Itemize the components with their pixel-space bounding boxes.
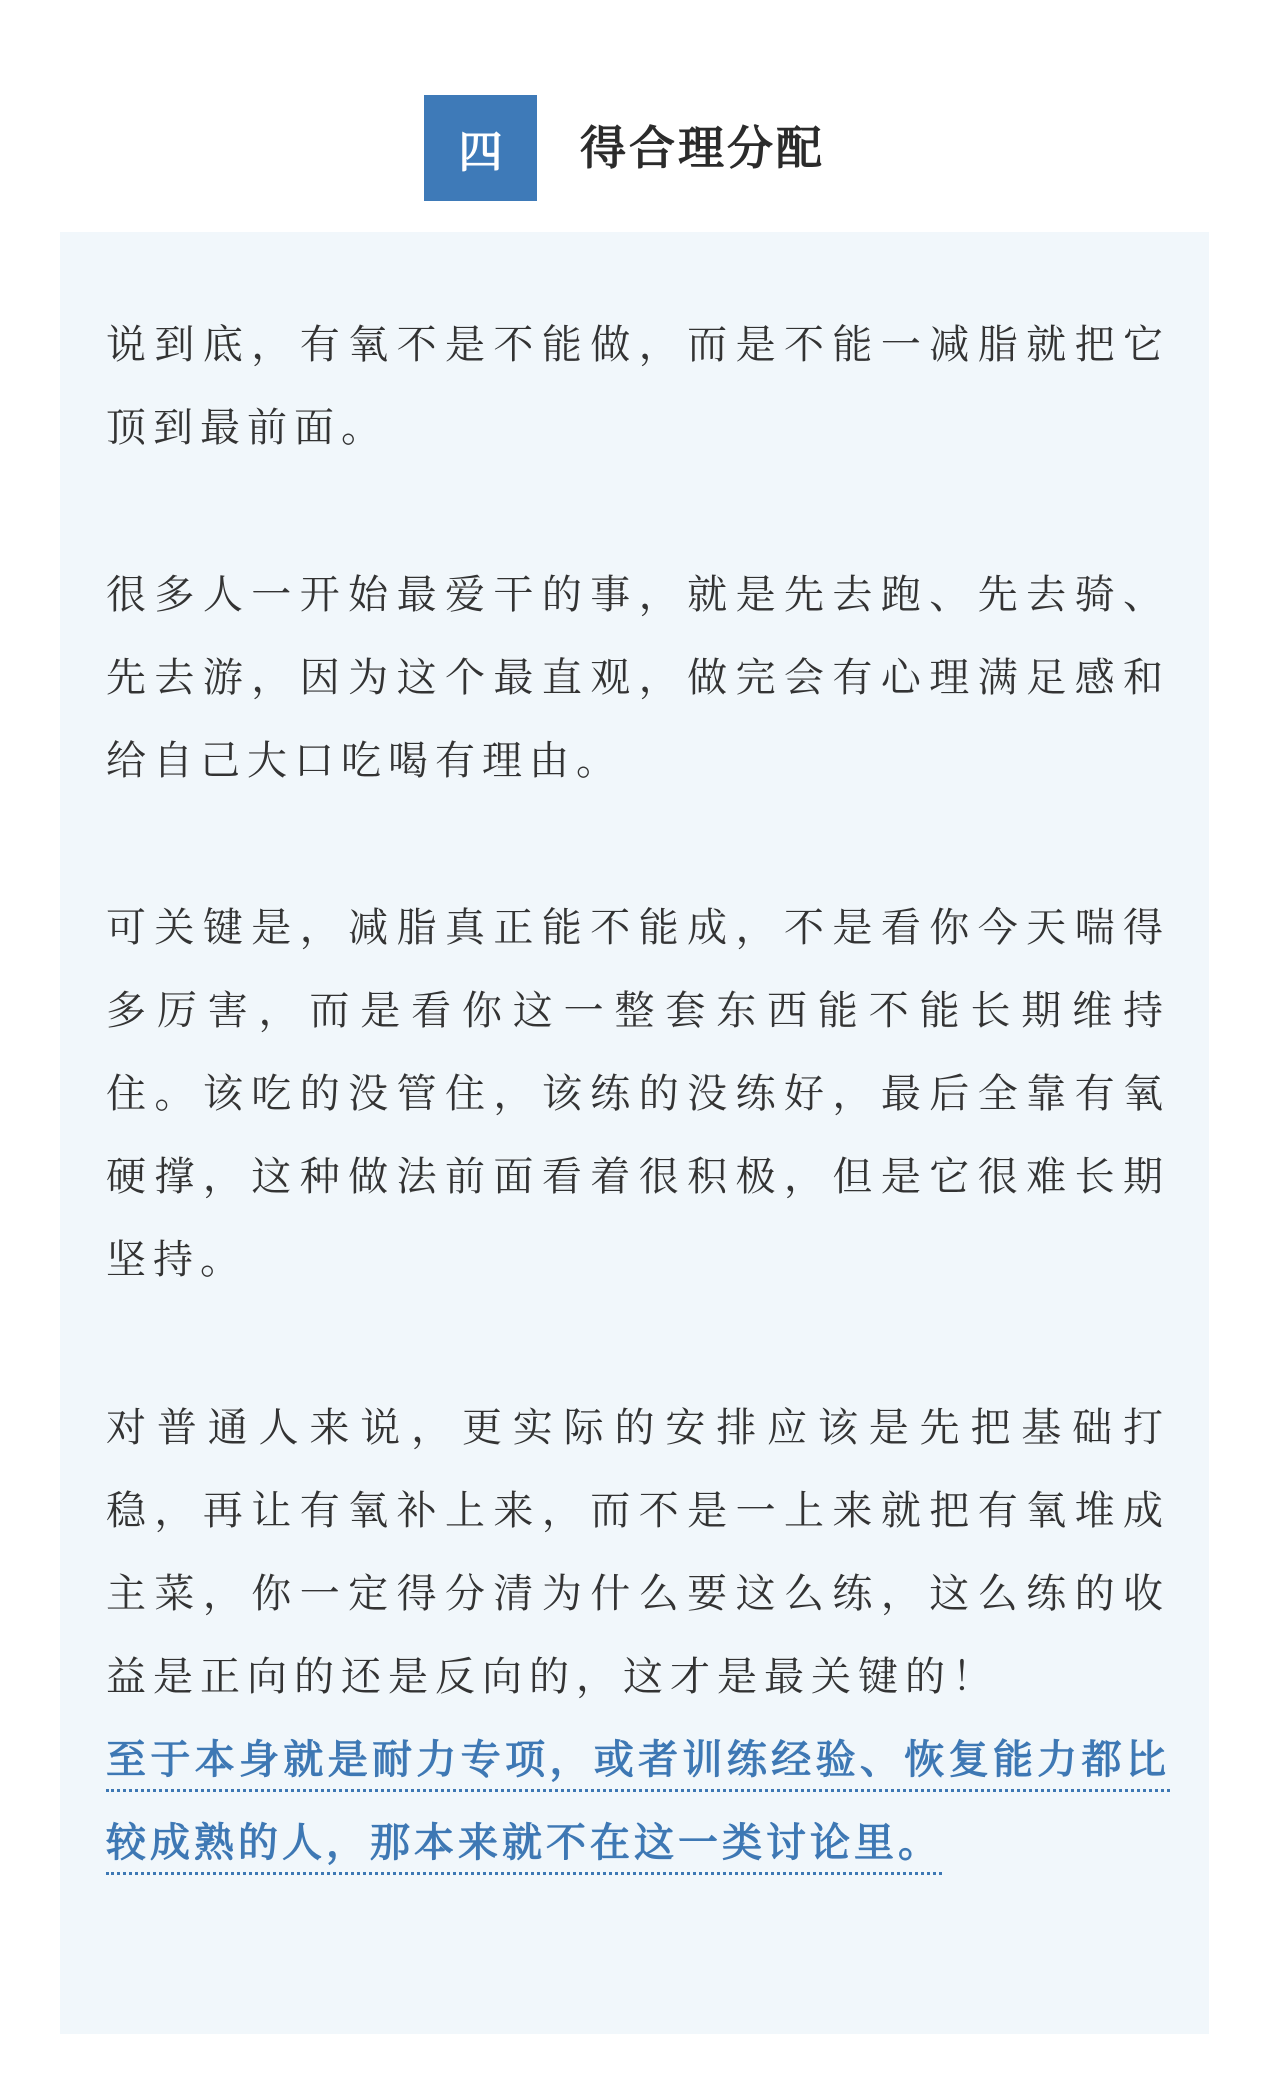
- section-header: [0, 95, 1264, 201]
- section-number-badge: 四: [424, 95, 537, 201]
- paragraph: 对普通人来说，更实际的安排应该是先把基础打稳，再让有氧补上来，而不是一上来就把有氧堆成主菜，你一定得分清为什么要这么练，这么练的收益是正向的还是反向的，这才是最关键的！: [106, 1405, 1170, 1700]
- paragraph: 很多人一开始最爱干的事，就是先去跑、先去骑、先去游，因为这个最直观，做完会有心理满足感和给自己大口吃喝有理由。: [106, 572, 1170, 784]
- highlight-text: 至于本身就是耐力专项，或者训练经验、恢复能力都比较成熟的人，那本来就不在这一类讨论里。: [106, 1737, 1170, 1875]
- paragraph: 可关键是，减脂真正能不能成，不是看你今天喘得多厉害，而是看你这一整套东西能不能长期维持住。该吃的没管住，该练的没练好，最后全靠有氧硬撑，这种做法前面看着很积极，但是它很难长期坚持。: [106, 905, 1170, 1283]
- content-card: [60, 232, 1209, 2034]
- highlight-paragraph: [106, 1719, 1170, 1885]
- section-title: 得合理分配: [580, 121, 825, 175]
- paragraph: 说到底，有氧不是不能做，而是不能一减脂就把它顶到最前面。: [106, 322, 1170, 451]
